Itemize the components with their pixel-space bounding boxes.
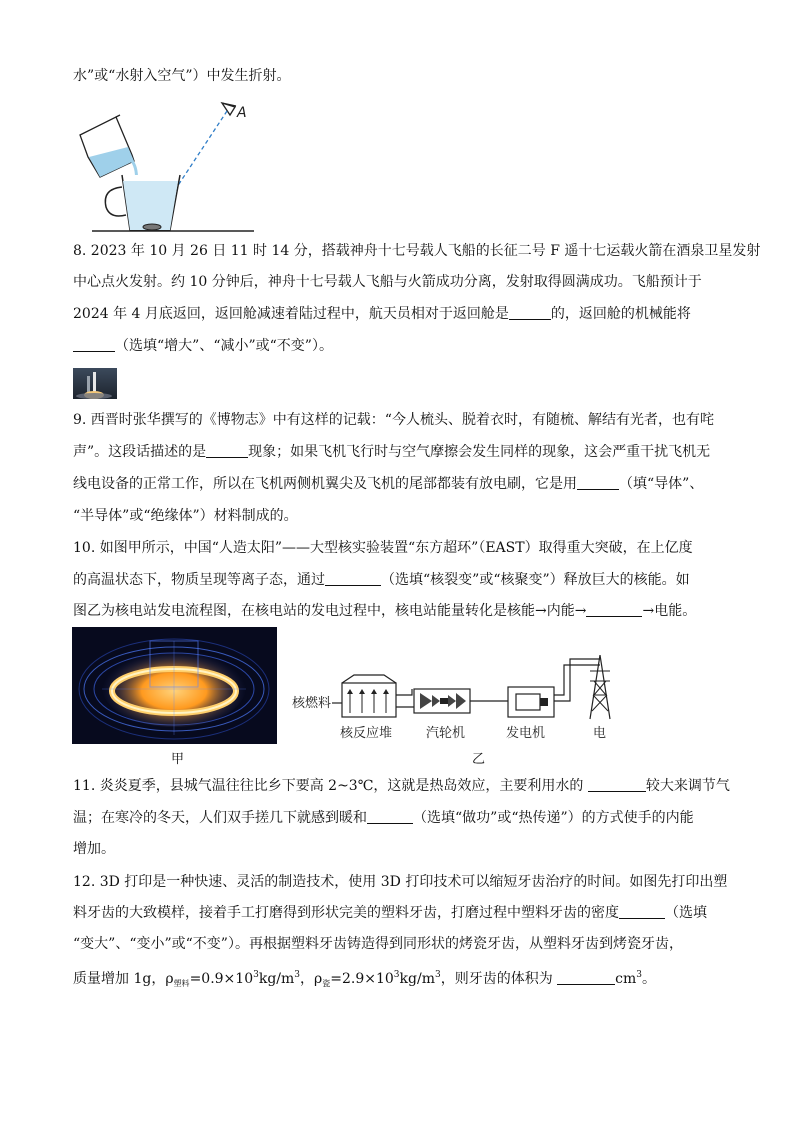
q11-line3: 增加。: [73, 841, 115, 857]
q8-line2: 中心点火发射。约 10 分钟后，神舟十七号载人飞船与火箭成功分离，发射取得圆满成功。飞船预计于: [73, 274, 702, 290]
q11-line1: 11. 炎炎夏季，县城气温往往比乡下要高 2~3℃，这就是热岛效应，主要利用水的 较大来调节气: [73, 778, 730, 794]
q10-line3: 图乙为核电站发电流程图，在核电站的发电过程中，核电站能量转化是核能→内能→ →电能。: [73, 603, 697, 619]
q8-blank-2[interactable]: [73, 337, 115, 352]
q9-blank-1[interactable]: [206, 443, 248, 458]
q12-line1: 12. 3D 打印是一种快速、灵活的制造技术，使用 3D 打印技术可以缩短牙齿治疗的时间。如图先打印出塑: [73, 874, 728, 890]
q11-line2: 温；在寒冷的冬天，人们双手搓几下就感到暖和 （选填“做功”或“热传递”）的方式使手的内能: [73, 810, 694, 826]
tokamak-image: [72, 627, 277, 744]
q12-line2: 料牙齿的大致模样，接着手工打磨得到形状完美的塑料牙齿，打磨过程中塑料牙齿的密度 （选填: [73, 905, 707, 921]
rocket-launch-photo: [73, 368, 117, 399]
refraction-cup-figure: [72, 95, 262, 240]
eye-icon: [222, 103, 236, 115]
paragraph-continuation: 水”或“水射入空气”）中发生折射。: [73, 68, 291, 84]
q10-blank-2[interactable]: [586, 602, 642, 617]
reactor-label: 核反应堆: [340, 726, 393, 741]
turbine-box: [414, 689, 470, 713]
q12-line4: 质量增加 1g，$\rho_{塑料}=0.9\times 10^3kg/m^3$，$\rho_瓷=2.9\times 10^3kg/m^3$，则牙齿的体积为 $cm^3$。: [73, 970, 657, 988]
grid-label: 电: [593, 726, 607, 741]
q11-blank-2[interactable]: [367, 809, 413, 824]
q9-line4: “半导体”或“绝缘体”）材料制成的。: [73, 508, 298, 524]
q9-line2: 声”。这段话描述的是 现象；如果飞机飞行时与空气摩擦会发生同样的现象，这会严重干扰飞机无: [73, 444, 711, 460]
cup: [105, 175, 180, 230]
pouring-beaker: [80, 115, 134, 177]
q9-line3: 线电设备的正常工作，所以在飞机两侧机翼尖及飞机的尾部都装有放电刷，它是用 （填“导体”、: [73, 476, 704, 492]
fuel-label: 核燃料: [292, 696, 332, 711]
point-a-label: A: [237, 105, 247, 121]
q12-blank-1[interactable]: [619, 904, 665, 919]
nuclear-plant-diagram: [290, 655, 660, 745]
reactor-box: [342, 675, 396, 717]
q8-line1: 8. 2023 年 10 月 26 日 11 时 14 分，搭载神舟十七号载人飞船的长征二号 F 遥十七运载火箭在酒泉卫星发射: [73, 243, 761, 259]
q8-blank-1[interactable]: [509, 305, 551, 320]
q11-blank-1[interactable]: [588, 777, 646, 792]
q10-blank-1[interactable]: [325, 571, 381, 586]
q12-blank-2[interactable]: [557, 970, 615, 985]
q12-line3: “变大”、“变小”或“不变”）。再根据塑料牙齿铸造得到同形状的烤瓷牙齿，从塑料牙齿到烤瓷牙齿，: [73, 936, 683, 952]
q10-line1: 10. 如图甲所示，中国“人造太阳”——大型核实验装置“东方超环”（EAST）取得重大突破，在上亿度: [73, 540, 693, 556]
generator-label: 发电机: [506, 726, 546, 741]
q8-line3: 2024 年 4 月底返回，返回舱减速着陆过程中，航天员相对于返回舱是 的，返回舱的机械能将: [73, 306, 691, 322]
q9-line1: 9. 西晋时张华撰写的《博物志》中有这样的记载：“今人梳头、脱着衣时，有随梳、解结有光者，也有咤: [73, 412, 714, 428]
caption-jia: 甲: [171, 752, 185, 767]
turbine-label: 汽轮机: [426, 726, 466, 741]
q10-line2: 的高温状态下，物质呈现等离子态，通过 （选填“核裂变”或“核聚变”）释放巨大的核能。如: [73, 572, 690, 588]
q9-blank-2[interactable]: [577, 475, 619, 490]
q8-line4: （选填“增大”、“减小”或“不变”）。: [73, 336, 723, 356]
generator-box: [508, 687, 554, 717]
caption-yi: 乙: [472, 752, 486, 767]
